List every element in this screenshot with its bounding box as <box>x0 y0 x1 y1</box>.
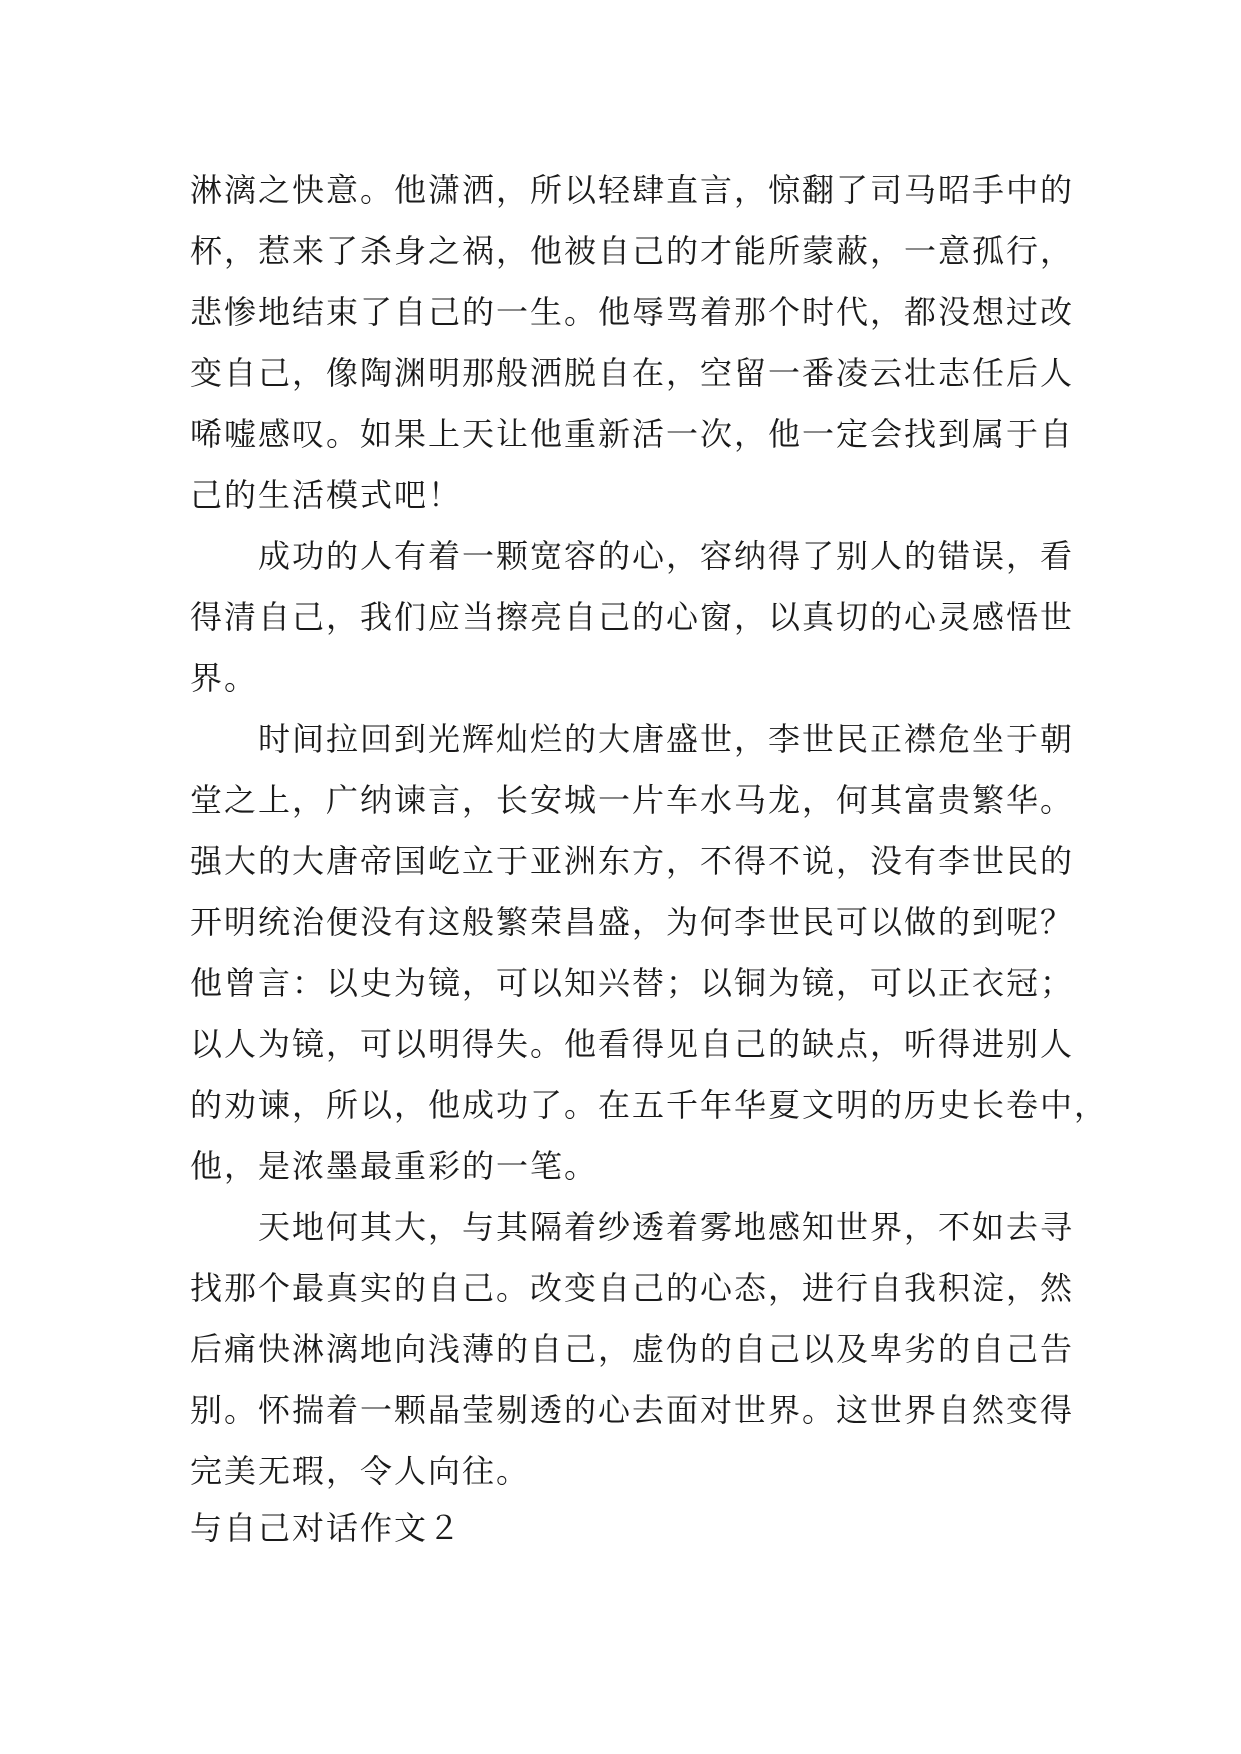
text-line: 变自己，像陶渊明那般洒脱自在，空留一番凌云壮志任后人 <box>190 354 1075 392</box>
text-line: 他，是浓墨最重彩的一笔。 <box>190 1147 599 1185</box>
paragraph <box>190 709 1109 1197</box>
text-line: 得清自己，我们应当擦亮自己的心窗，以真切的心灵感悟世 <box>190 598 1075 636</box>
text-line: 开明统治便没有这般繁荣昌盛，为何李世民可以做的到呢？ <box>190 903 1075 941</box>
text-line: 天地何其大，与其隔着纱透着雾地感知世界，不如去寻 <box>258 1208 1075 1246</box>
text-line: 强大的大唐帝国屹立于亚洲东方，不得不说，没有李世民的 <box>190 842 1075 880</box>
paragraph <box>190 526 1075 709</box>
text-line: 悲惨地结束了自己的一生。他辱骂着那个时代，都没想过改 <box>190 293 1075 331</box>
text-line: 时间拉回到光辉灿烂的大唐盛世，李世民正襟危坐于朝 <box>258 720 1075 758</box>
paragraph <box>190 160 1075 526</box>
text-line: 他曾言：以史为镜，可以知兴替；以铜为镜，可以正衣冠； <box>190 964 1075 1002</box>
text-line: 己的生活模式吧！ <box>190 476 463 514</box>
text-line: 界。 <box>190 659 259 697</box>
essay-body <box>190 160 1109 1502</box>
text-line: 成功的人有着一颗宽容的心，容纳得了别人的错误，看 <box>258 537 1075 575</box>
paragraph <box>190 1197 1075 1502</box>
text-line: 以人为镜，可以明得失。他看得见自己的缺点，听得进别人 <box>190 1025 1075 1063</box>
text-line: 别。怀揣着一颗晶莹剔透的心去面对世界。这世界自然变得 <box>190 1391 1075 1429</box>
text-line: 杯，惹来了杀身之祸，他被自己的才能所蒙蔽，一意孤行， <box>190 232 1075 270</box>
text-line: 的劝谏，所以，他成功了。在五千年华夏文明的历史长卷中， <box>190 1086 1109 1124</box>
text-line: 后痛快淋漓地向浅薄的自己，虚伪的自己以及卑劣的自己告 <box>190 1330 1075 1368</box>
text-line: 找那个最真实的自己。改变自己的心态，进行自我积淀，然 <box>190 1269 1075 1307</box>
text-line: 淋漓之快意。他潇洒，所以轻肆直言，惊翻了司马昭手中的 <box>190 171 1075 209</box>
section-title: 与自己对话作文２ <box>190 1509 463 1547</box>
text-line: 完美无瑕，令人向往。 <box>190 1452 531 1490</box>
text-line: 唏嘘感叹。如果上天让他重新活一次，他一定会找到属于自 <box>190 415 1075 453</box>
text-line: 堂之上，广纳谏言，长安城一片车水马龙，何其富贵繁华。 <box>190 781 1075 819</box>
